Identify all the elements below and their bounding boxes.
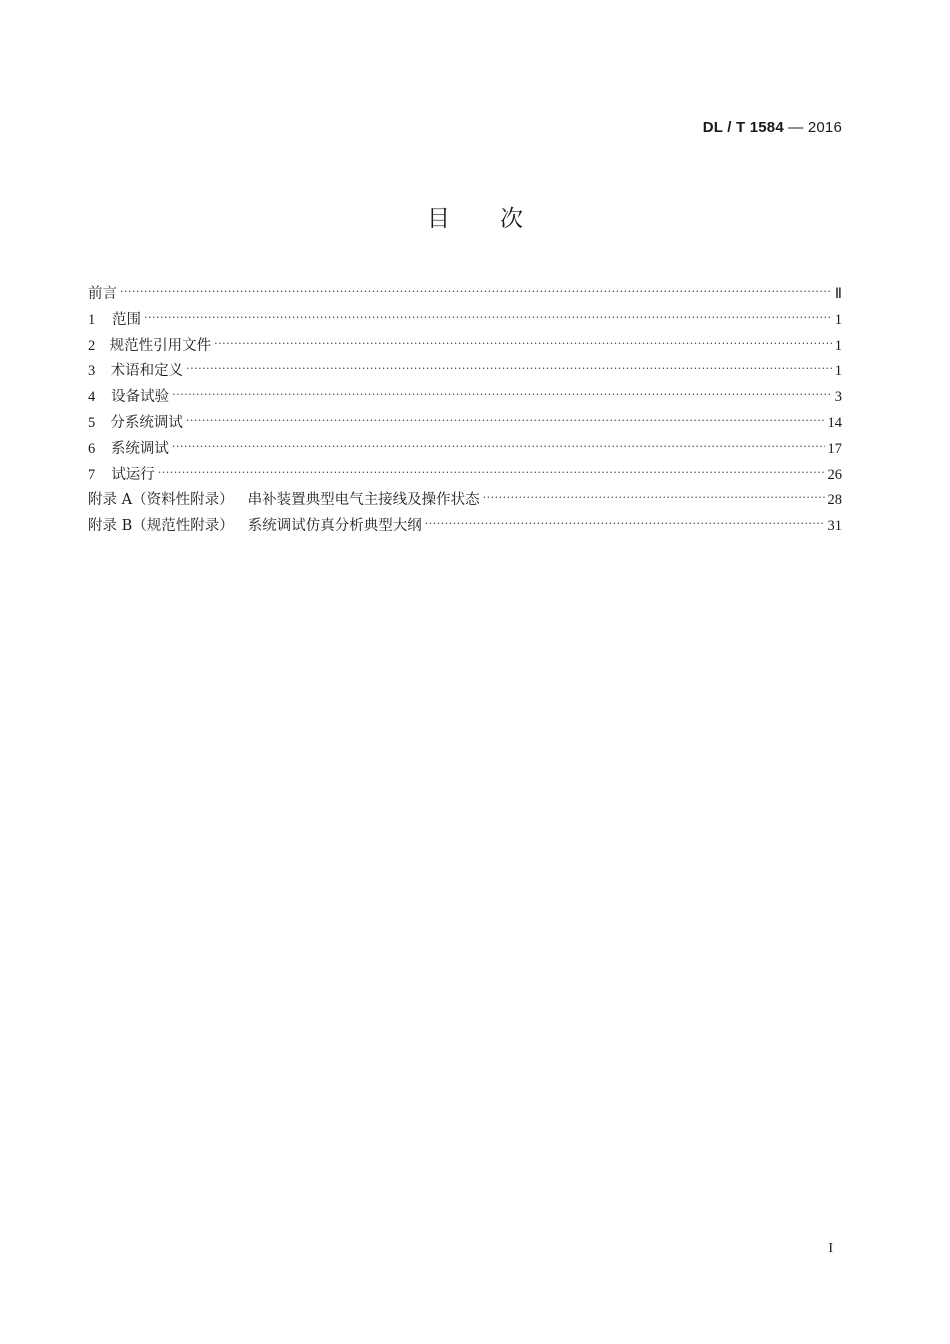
toc-leader-dots xyxy=(214,331,832,357)
toc-entry-page: Ⅱ xyxy=(834,286,842,302)
toc-leader-dots xyxy=(120,279,832,305)
toc-entry-number: 7 xyxy=(88,466,96,483)
toc-leader-dots xyxy=(144,305,832,331)
toc-entry-number: 2 xyxy=(88,337,96,354)
toc-entry-number: 6 xyxy=(88,440,96,457)
toc-leader-dots xyxy=(172,382,832,408)
toc-leader-dots xyxy=(158,460,825,486)
toc-leader-dots xyxy=(483,485,825,511)
toc-entry-number: 4 xyxy=(88,389,96,406)
standard-code xyxy=(703,119,842,136)
toc-appendix-title: 串补装置典型电气主接线及操作状态 xyxy=(247,492,480,509)
toc-entry-page: 17 xyxy=(827,440,842,457)
toc-entry-page: 26 xyxy=(827,466,842,483)
toc-entry-number: 1 xyxy=(88,311,96,328)
toc-leader-dots xyxy=(186,408,825,434)
toc-entry-label: 设备试验 xyxy=(111,389,170,406)
toc-entry-page: 14 xyxy=(827,414,842,431)
toc-entry-page: 1 xyxy=(834,363,842,380)
toc-leader-dots xyxy=(425,511,825,537)
page-number: I xyxy=(828,1241,833,1256)
toc-entry-appendix-b[interactable] xyxy=(88,514,842,540)
toc-appendix-prefix: 附录 B（规范性附录） xyxy=(88,518,234,535)
toc-entry-label xyxy=(88,514,422,540)
toc-entry-label: 系统调试 xyxy=(110,440,169,457)
toc-entry-label: 范围 xyxy=(112,311,142,328)
toc-entry-page: 31 xyxy=(827,518,842,535)
toc-entry-label: 规范性引用文件 xyxy=(109,337,212,354)
toc-appendix-title: 系统调试仿真分析典型大纲 xyxy=(247,518,422,535)
toc-entry-page: 28 xyxy=(827,492,842,509)
table-of-contents xyxy=(88,282,842,540)
toc-entry-number: 3 xyxy=(88,363,96,380)
toc-entry-label: 试运行 xyxy=(111,466,155,483)
toc-entry-page: 3 xyxy=(834,389,842,406)
standard-code-number: DL / T 1584 xyxy=(702,119,784,136)
toc-entry-label xyxy=(88,488,480,514)
standard-code-year: 2016 xyxy=(807,119,842,136)
toc-entry-label: 分系统调试 xyxy=(110,414,183,431)
toc-leader-dots xyxy=(186,356,832,382)
toc-entry-label: 术语和定义 xyxy=(110,363,184,380)
toc-entry-number: 5 xyxy=(88,414,96,431)
toc-entry-page: 1 xyxy=(834,311,842,328)
toc-entry-label: 前言 xyxy=(88,286,117,302)
standard-code-separator: — xyxy=(783,119,808,136)
page-title: 目次 xyxy=(427,206,573,232)
toc-appendix-prefix: 附录 A（资料性附录） xyxy=(88,492,234,509)
toc-leader-dots xyxy=(172,434,825,460)
toc-entry-page: 1 xyxy=(834,337,842,354)
